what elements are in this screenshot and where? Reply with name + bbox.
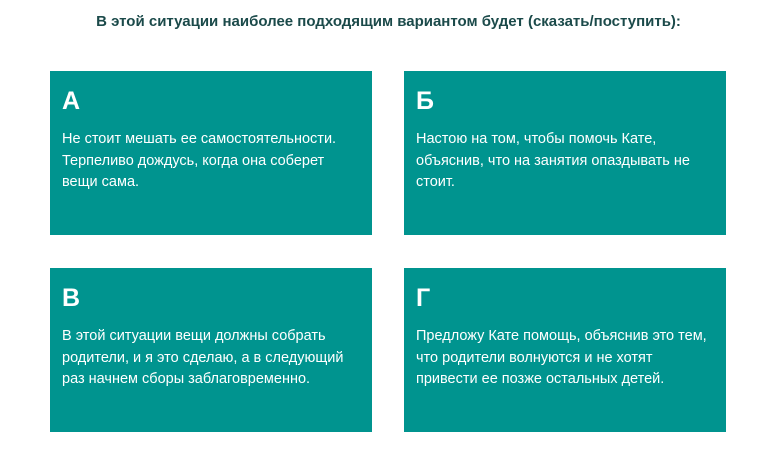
question-text: В этой ситуации наиболее подходящим вариантом будет (сказать/поступить): bbox=[96, 13, 681, 30]
option-card-c[interactable] bbox=[50, 268, 372, 432]
option-text: В этой ситуации вещи должны собрать родители, и я это сделаю, а в следующий раз начнем сборы заблаговременно. bbox=[62, 328, 344, 387]
option-card-b[interactable] bbox=[404, 71, 726, 235]
option-card-d[interactable] bbox=[404, 268, 726, 432]
option-letter: Б bbox=[416, 87, 434, 115]
option-text: Настою на том, чтобы помочь Кате, объяснив, что на занятия опаздывать не стоит. bbox=[416, 131, 690, 190]
option-letter: Г bbox=[416, 284, 431, 312]
option-card-a[interactable] bbox=[50, 71, 372, 235]
option-letter: А bbox=[62, 87, 81, 115]
option-text: Не стоит мешать ее самостоятельности. Терпеливо дождусь, когда она соберет вещи сама. bbox=[62, 131, 337, 190]
option-letter: В bbox=[62, 284, 81, 312]
option-text: Предложу Кате помощь, объяснив это тем, что родители волнуются и не хотят привести ее позже остальных детей. bbox=[416, 328, 707, 387]
